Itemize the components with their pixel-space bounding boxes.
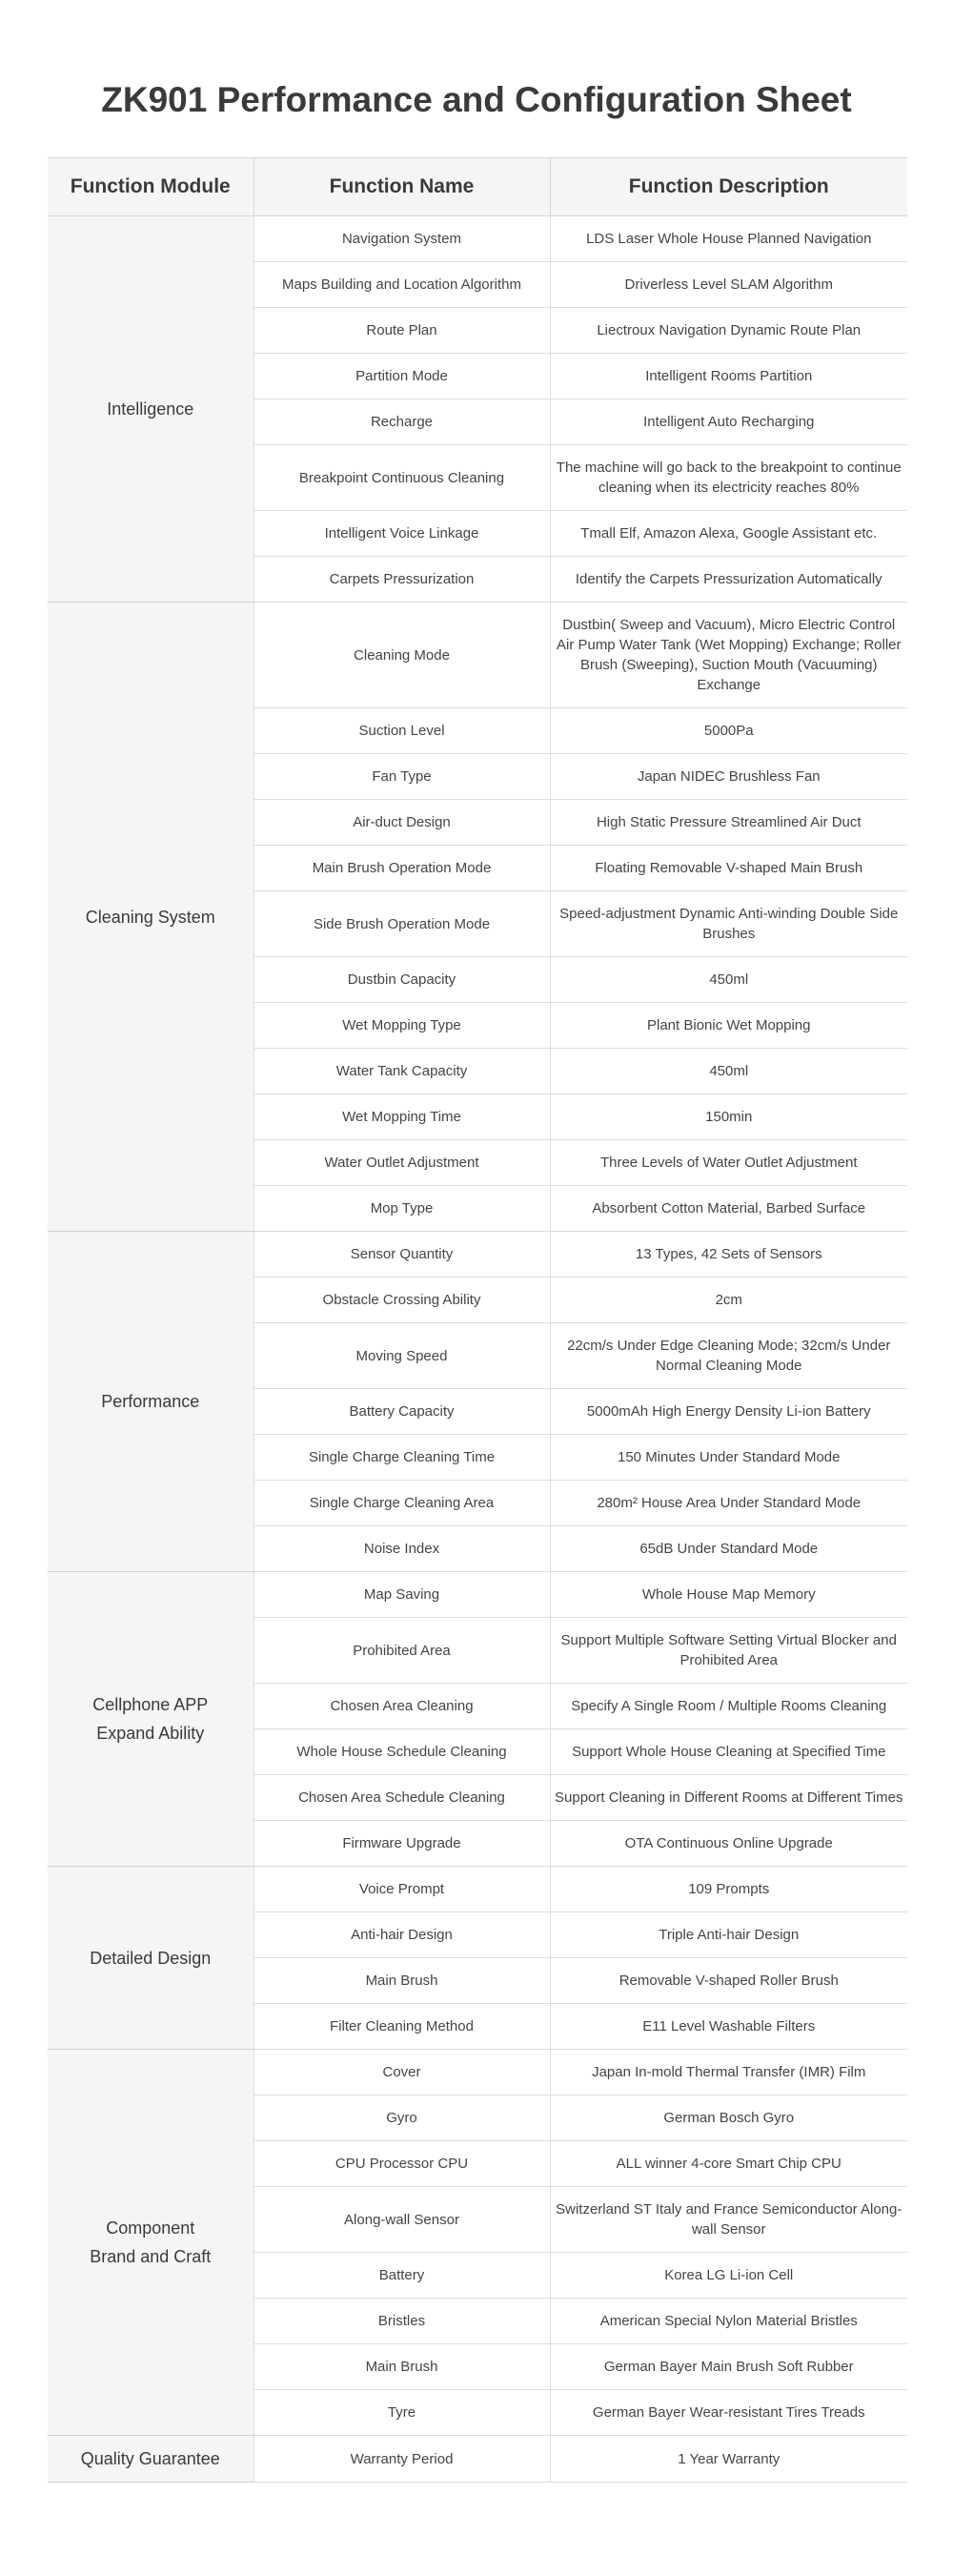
function-module-cell: Cellphone APP Expand Ability bbox=[48, 1572, 253, 1867]
function-name-cell: Breakpoint Continuous Cleaning bbox=[253, 445, 550, 511]
function-description-cell: The machine will go back to the breakpoint to continue cleaning when its electricity reaches 80% bbox=[550, 445, 907, 511]
function-name-cell: Water Outlet Adjustment bbox=[253, 1140, 550, 1186]
function-description-cell: High Static Pressure Streamlined Air Duct bbox=[550, 800, 907, 846]
function-description-cell: 109 Prompts bbox=[550, 1867, 907, 1912]
function-module-cell: Detailed Design bbox=[48, 1867, 253, 2050]
function-name-cell: Single Charge Cleaning Area bbox=[253, 1481, 550, 1526]
function-description-cell: Driverless Level SLAM Algorithm bbox=[550, 262, 907, 308]
function-module-cell: Quality Guarantee bbox=[48, 2436, 253, 2483]
function-name-cell: Warranty Period bbox=[253, 2436, 550, 2483]
function-name-cell: Anti-hair Design bbox=[253, 1912, 550, 1958]
function-name-cell: Mop Type bbox=[253, 1186, 550, 1232]
function-description-cell: Removable V-shaped Roller Brush bbox=[550, 1958, 907, 2004]
function-description-cell: 22cm/s Under Edge Cleaning Mode; 32cm/s Under Normal Cleaning Mode bbox=[550, 1323, 907, 1389]
function-name-cell: Partition Mode bbox=[253, 354, 550, 399]
function-name-cell: Whole House Schedule Cleaning bbox=[253, 1729, 550, 1775]
function-module-cell: Performance bbox=[48, 1232, 253, 1572]
function-name-cell: Chosen Area Schedule Cleaning bbox=[253, 1775, 550, 1821]
function-description-cell: Korea LG Li-ion Cell bbox=[550, 2253, 907, 2299]
table-row bbox=[48, 1572, 907, 1618]
function-name-cell: Main Brush bbox=[253, 1958, 550, 2004]
function-description-cell: LDS Laser Whole House Planned Navigation bbox=[550, 216, 907, 262]
function-name-cell: Bristles bbox=[253, 2299, 550, 2344]
function-name-cell: Noise Index bbox=[253, 1526, 550, 1572]
function-description-cell: Floating Removable V-shaped Main Brush bbox=[550, 846, 907, 891]
function-description-cell: Support Multiple Software Setting Virtual Blocker and Prohibited Area bbox=[550, 1618, 907, 1684]
function-description-cell: Dustbin( Sweep and Vacuum), Micro Electric Control Air Pump Water Tank (Wet Mopping) Exchange; Roller Brush (Sweeping), Suction Mouth (Vacuuming) Exchange bbox=[550, 603, 907, 708]
function-name-cell: Cover bbox=[253, 2050, 550, 2096]
function-name-cell: Carpets Pressurization bbox=[253, 557, 550, 603]
function-description-cell: Japan NIDEC Brushless Fan bbox=[550, 754, 907, 800]
function-description-cell: 13 Types, 42 Sets of Sensors bbox=[550, 1232, 907, 1278]
table-row bbox=[48, 2050, 907, 2096]
function-description-cell: 5000Pa bbox=[550, 708, 907, 754]
function-name-cell: Firmware Upgrade bbox=[253, 1821, 550, 1867]
function-name-cell: Navigation System bbox=[253, 216, 550, 262]
function-description-cell: Whole House Map Memory bbox=[550, 1572, 907, 1618]
function-module-cell: Component Brand and Craft bbox=[48, 2050, 253, 2436]
function-name-cell: Map Saving bbox=[253, 1572, 550, 1618]
function-name-cell: Sensor Quantity bbox=[253, 1232, 550, 1278]
function-name-cell: Gyro bbox=[253, 2096, 550, 2141]
function-description-cell: 450ml bbox=[550, 957, 907, 1003]
function-description-cell: Support Cleaning in Different Rooms at Different Times bbox=[550, 1775, 907, 1821]
table-header bbox=[48, 158, 907, 216]
table-row bbox=[48, 1867, 907, 1912]
function-description-cell: ALL winner 4-core Smart Chip CPU bbox=[550, 2141, 907, 2187]
function-name-cell: Main Brush Operation Mode bbox=[253, 846, 550, 891]
function-name-cell: Voice Prompt bbox=[253, 1867, 550, 1912]
function-description-cell: Tmall Elf, Amazon Alexa, Google Assistant etc. bbox=[550, 511, 907, 557]
function-description-cell: Switzerland ST Italy and France Semiconductor Along-wall Sensor bbox=[550, 2187, 907, 2253]
spec-table bbox=[48, 157, 907, 2483]
table-row bbox=[48, 216, 907, 262]
page-title: ZK901 Performance and Configuration Sheet bbox=[101, 80, 852, 119]
function-description-cell: 450ml bbox=[550, 1049, 907, 1094]
function-name-cell: Dustbin Capacity bbox=[253, 957, 550, 1003]
function-description-cell: 150 Minutes Under Standard Mode bbox=[550, 1435, 907, 1481]
function-name-cell: Tyre bbox=[253, 2390, 550, 2436]
function-description-cell: Liectroux Navigation Dynamic Route Plan bbox=[550, 308, 907, 354]
function-name-cell: Suction Level bbox=[253, 708, 550, 754]
function-name-cell: Battery Capacity bbox=[253, 1389, 550, 1435]
header-row bbox=[48, 158, 907, 216]
function-module-cell: Intelligence bbox=[48, 216, 253, 603]
function-description-cell: Absorbent Cotton Material, Barbed Surface bbox=[550, 1186, 907, 1232]
function-description-cell: German Bayer Wear-resistant Tires Treads bbox=[550, 2390, 907, 2436]
header-function-module: Function Module bbox=[48, 158, 253, 216]
function-name-cell: Maps Building and Location Algorithm bbox=[253, 262, 550, 308]
header-function-description: Function Description bbox=[550, 158, 907, 216]
function-name-cell: Main Brush bbox=[253, 2344, 550, 2390]
function-name-cell: Side Brush Operation Mode bbox=[253, 891, 550, 957]
function-description-cell: Three Levels of Water Outlet Adjustment bbox=[550, 1140, 907, 1186]
function-description-cell: OTA Continuous Online Upgrade bbox=[550, 1821, 907, 1867]
header-function-name: Function Name bbox=[253, 158, 550, 216]
function-description-cell: E11 Level Washable Filters bbox=[550, 2004, 907, 2050]
function-module-cell: Cleaning System bbox=[48, 603, 253, 1232]
function-name-cell: Single Charge Cleaning Time bbox=[253, 1435, 550, 1481]
function-description-cell: American Special Nylon Material Bristles bbox=[550, 2299, 907, 2344]
function-name-cell: Along-wall Sensor bbox=[253, 2187, 550, 2253]
function-description-cell: Triple Anti-hair Design bbox=[550, 1912, 907, 1958]
table-row bbox=[48, 603, 907, 708]
function-name-cell: Intelligent Voice Linkage bbox=[253, 511, 550, 557]
function-description-cell: 280m² House Area Under Standard Mode bbox=[550, 1481, 907, 1526]
function-description-cell: 1 Year Warranty bbox=[550, 2436, 907, 2483]
function-name-cell: Prohibited Area bbox=[253, 1618, 550, 1684]
function-description-cell: Speed-adjustment Dynamic Anti-winding Double Side Brushes bbox=[550, 891, 907, 957]
function-name-cell: Wet Mopping Type bbox=[253, 1003, 550, 1049]
function-description-cell: Identify the Carpets Pressurization Automatically bbox=[550, 557, 907, 603]
table-body bbox=[48, 216, 907, 2483]
function-description-cell: Plant Bionic Wet Mopping bbox=[550, 1003, 907, 1049]
table-row bbox=[48, 2436, 907, 2483]
function-name-cell: Battery bbox=[253, 2253, 550, 2299]
function-description-cell: Japan In-mold Thermal Transfer (IMR) Film bbox=[550, 2050, 907, 2096]
table-row bbox=[48, 1232, 907, 1278]
function-description-cell: Specify A Single Room / Multiple Rooms Cleaning bbox=[550, 1684, 907, 1729]
function-name-cell: Chosen Area Cleaning bbox=[253, 1684, 550, 1729]
function-description-cell: German Bayer Main Brush Soft Rubber bbox=[550, 2344, 907, 2390]
function-name-cell: CPU Processor CPU bbox=[253, 2141, 550, 2187]
function-name-cell: Fan Type bbox=[253, 754, 550, 800]
function-description-cell: Intelligent Rooms Partition bbox=[550, 354, 907, 399]
function-name-cell: Recharge bbox=[253, 399, 550, 445]
function-description-cell: 65dB Under Standard Mode bbox=[550, 1526, 907, 1572]
function-name-cell: Cleaning Mode bbox=[253, 603, 550, 708]
function-description-cell: 150min bbox=[550, 1094, 907, 1140]
function-name-cell: Wet Mopping Time bbox=[253, 1094, 550, 1140]
function-description-cell: 5000mAh High Energy Density Li-ion Battery bbox=[550, 1389, 907, 1435]
function-description-cell: Support Whole House Cleaning at Specified Time bbox=[550, 1729, 907, 1775]
function-name-cell: Route Plan bbox=[253, 308, 550, 354]
function-name-cell: Filter Cleaning Method bbox=[253, 2004, 550, 2050]
function-name-cell: Air-duct Design bbox=[253, 800, 550, 846]
function-name-cell: Moving Speed bbox=[253, 1323, 550, 1389]
function-name-cell: Obstacle Crossing Ability bbox=[253, 1278, 550, 1323]
function-name-cell: Water Tank Capacity bbox=[253, 1049, 550, 1094]
function-description-cell: German Bosch Gyro bbox=[550, 2096, 907, 2141]
function-description-cell: 2cm bbox=[550, 1278, 907, 1323]
function-description-cell: Intelligent Auto Recharging bbox=[550, 399, 907, 445]
